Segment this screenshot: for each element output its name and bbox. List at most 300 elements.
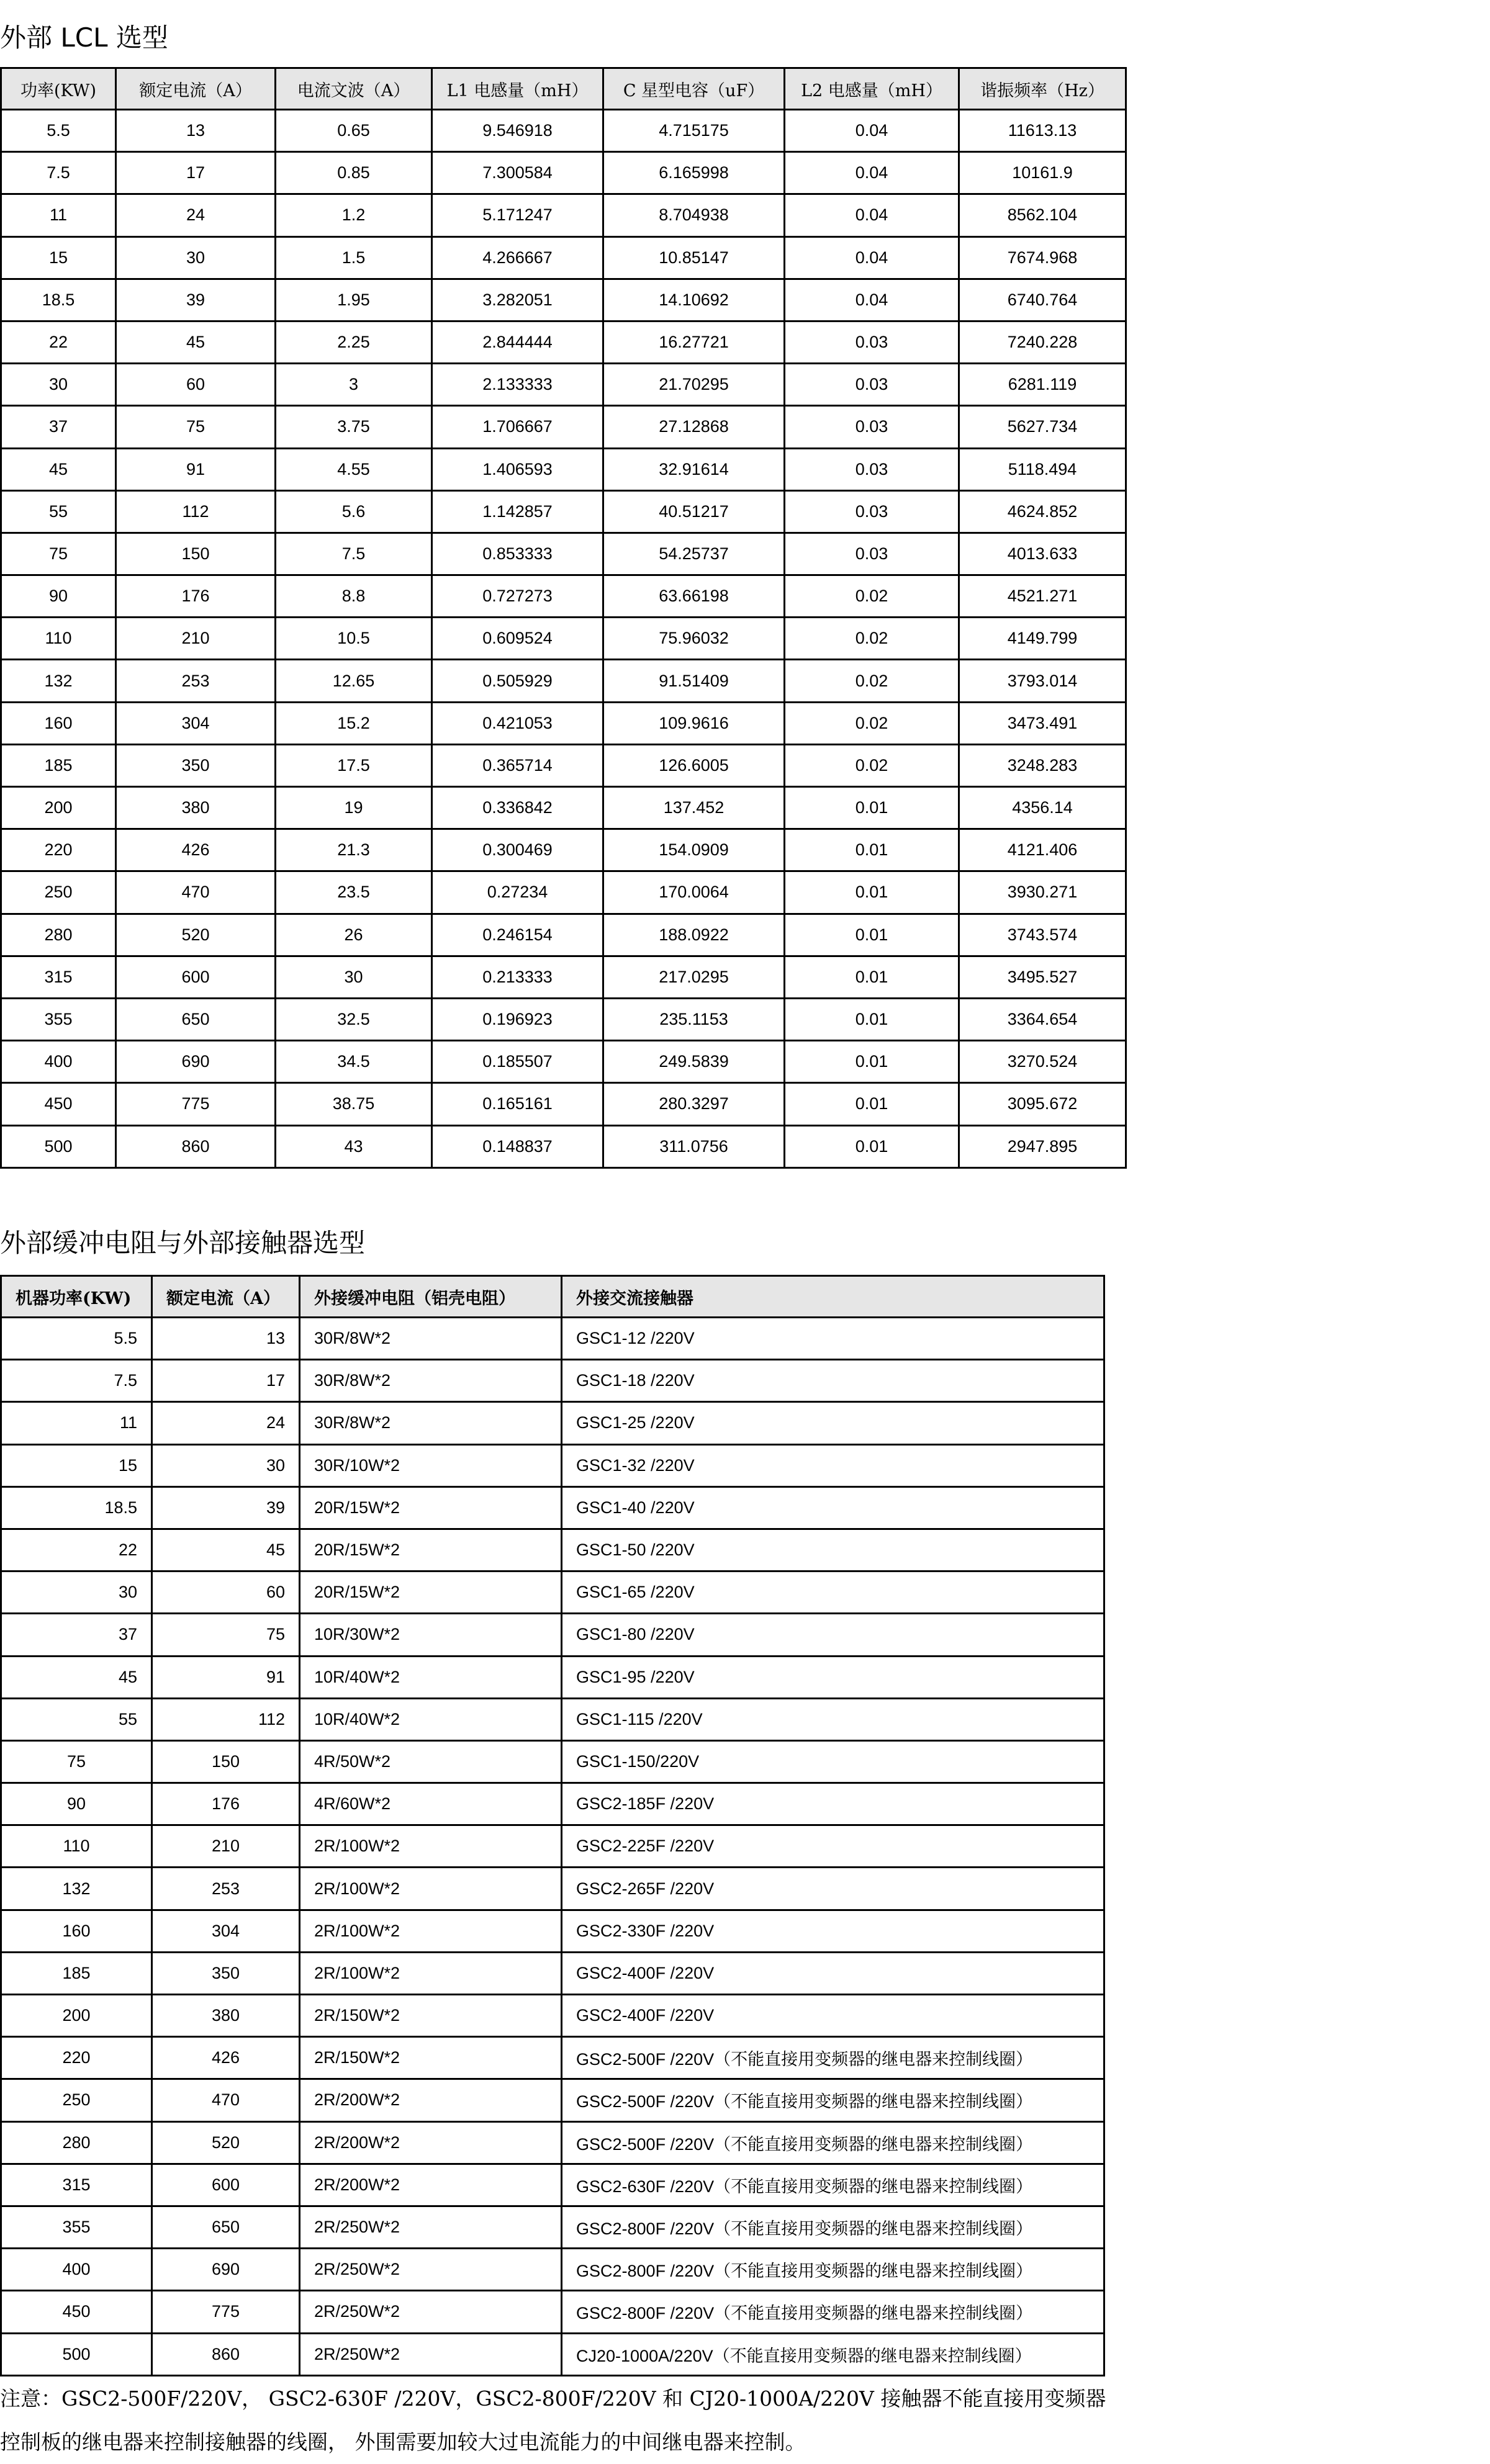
power-cell: 7.5	[1, 1360, 152, 1402]
table-cell: 0.421053	[432, 702, 603, 744]
contactor-cell	[562, 2079, 1104, 2121]
contactor-cell	[562, 2121, 1104, 2164]
contactor-model: GSC1-18 /220V	[576, 1371, 695, 1390]
contactor-section-title: 外部缓冲电阻与外部接触器选型	[0, 1228, 366, 1258]
current-cell: 470	[152, 2079, 300, 2121]
table-cell: 6.165998	[603, 152, 785, 194]
current-cell: 253	[152, 1868, 300, 1910]
power-cell: 185	[1, 1952, 152, 1994]
table-row	[1, 787, 1126, 829]
column-header: 外接缓冲电阻（铝壳电阻）	[300, 1276, 562, 1318]
table-row	[1, 1698, 1104, 1740]
table-row	[1, 1041, 1126, 1083]
current-cell: 600	[152, 2164, 300, 2206]
table-cell: 5118.494	[959, 448, 1126, 490]
table-cell: 32.5	[276, 998, 432, 1040]
table-cell: 280.3297	[603, 1083, 785, 1125]
table-cell: 1.95	[276, 279, 432, 321]
power-cell: 160	[1, 1910, 152, 1952]
current-cell: 91	[152, 1656, 300, 1698]
table-cell: 4121.406	[959, 829, 1126, 871]
table-cell: 253	[116, 660, 276, 702]
table-cell: 132	[1, 660, 116, 702]
table-row	[1, 1825, 1104, 1868]
table-cell: 91.51409	[603, 660, 785, 702]
table-cell: 210	[116, 618, 276, 660]
contactor-model: GSC2-800F /220V	[576, 2262, 715, 2281]
resistor-cell: 2R/250W*2	[300, 2206, 562, 2248]
table-cell: 8562.104	[959, 194, 1126, 236]
table-cell: 0.03	[785, 406, 959, 448]
table-cell: 55	[1, 490, 116, 533]
contactor-warning: （不能直接用变频器的继电器来控制线圈）	[714, 2050, 1033, 2070]
contactor-model: GSC1-65 /220V	[576, 1583, 695, 1602]
table-cell: 0.01	[785, 787, 959, 829]
power-cell: 55	[1, 1698, 152, 1740]
table-row	[1, 2079, 1104, 2121]
table-row	[1, 1868, 1104, 1910]
current-cell: 860	[152, 2333, 300, 2375]
table-row	[1, 152, 1126, 194]
table-cell: 500	[1, 1125, 116, 1167]
contactor-warning: （不能直接用变频器的继电器来控制线圈）	[714, 2177, 1033, 2196]
table-cell: 3930.271	[959, 871, 1126, 914]
table-row	[1, 1952, 1104, 1994]
table-cell: 14.10692	[603, 279, 785, 321]
table-cell: 0.01	[785, 829, 959, 871]
resistor-cell: 30R/8W*2	[300, 1402, 562, 1444]
resistor-cell: 20R/15W*2	[300, 1486, 562, 1529]
resistor-cell: 2R/200W*2	[300, 2121, 562, 2164]
table-cell: 15.2	[276, 702, 432, 744]
table-row	[1, 533, 1126, 575]
table-cell: 0.01	[785, 1125, 959, 1167]
table-cell: 160	[1, 702, 116, 744]
contactor-cell	[562, 2333, 1104, 2375]
table-row	[1, 1529, 1104, 1571]
contactor-model: GSC2-400F /220V	[576, 1963, 715, 1982]
lcl-section-title: 外部 LCL 选型	[0, 22, 168, 53]
table-row	[1, 871, 1126, 914]
table-cell: 4149.799	[959, 618, 1126, 660]
power-cell: 45	[1, 1656, 152, 1698]
resistor-cell: 2R/100W*2	[300, 1910, 562, 1952]
table-cell: 170.0064	[603, 871, 785, 914]
table-cell: 690	[116, 1041, 276, 1083]
current-cell: 39	[152, 1486, 300, 1529]
power-cell: 132	[1, 1868, 152, 1910]
table-cell: 8.704938	[603, 194, 785, 236]
table-cell: 0.02	[785, 744, 959, 786]
resistor-cell: 30R/8W*2	[300, 1360, 562, 1402]
power-cell: 220	[1, 2037, 152, 2079]
table-cell: 0.01	[785, 914, 959, 956]
table-row	[1, 1656, 1104, 1698]
table-cell: 3270.524	[959, 1041, 1126, 1083]
table-cell: 0.01	[785, 1041, 959, 1083]
current-cell: 650	[152, 2206, 300, 2248]
table-cell: 126.6005	[603, 744, 785, 786]
current-cell: 17	[152, 1360, 300, 1402]
table-cell: 5627.734	[959, 406, 1126, 448]
table-row	[1, 2164, 1104, 2206]
contactor-cell	[562, 1952, 1104, 1994]
table-cell: 10161.9	[959, 152, 1126, 194]
table-row	[1, 236, 1126, 279]
table-cell: 2947.895	[959, 1125, 1126, 1167]
contactor-warning: （不能直接用变频器的继电器来控制线圈）	[714, 2134, 1033, 2154]
table-cell: 0.04	[785, 110, 959, 152]
table-cell: 188.0922	[603, 914, 785, 956]
power-cell: 110	[1, 1825, 152, 1868]
contactor-warning: （不能直接用变频器的继电器来控制线圈）	[714, 2219, 1033, 2239]
table-cell: 400	[1, 1041, 116, 1083]
table-cell: 37	[1, 406, 116, 448]
power-cell: 400	[1, 2249, 152, 2291]
contactor-cell	[562, 1910, 1104, 1952]
contactor-cell	[562, 1614, 1104, 1656]
table-cell: 7240.228	[959, 321, 1126, 363]
table-cell: 21.3	[276, 829, 432, 871]
table-cell: 30	[276, 956, 432, 998]
table-cell: 40.51217	[603, 490, 785, 533]
table-cell: 2.844444	[432, 321, 603, 363]
column-header: 额定电流（A）	[116, 68, 276, 110]
power-cell: 355	[1, 2206, 152, 2248]
table-cell: 24	[116, 194, 276, 236]
power-cell: 450	[1, 2291, 152, 2333]
table-cell: 0.609524	[432, 618, 603, 660]
table-cell: 0.165161	[432, 1083, 603, 1125]
table-row	[1, 1995, 1104, 2037]
table-cell: 21.70295	[603, 364, 785, 406]
table-cell: 0.727273	[432, 575, 603, 618]
table-cell: 6281.119	[959, 364, 1126, 406]
contactor-model: GSC2-400F /220V	[576, 2006, 715, 2025]
table-cell: 22	[1, 321, 116, 363]
table-row	[1, 2037, 1104, 2079]
table-cell: 0.01	[785, 871, 959, 914]
table-cell: 0.246154	[432, 914, 603, 956]
contactor-model: GSC1-25 /220V	[576, 1413, 695, 1432]
table-cell: 0.03	[785, 321, 959, 363]
current-cell: 176	[152, 1783, 300, 1825]
resistor-cell: 30R/8W*2	[300, 1318, 562, 1360]
table-cell: 0.505929	[432, 660, 603, 702]
power-cell: 280	[1, 2121, 152, 2164]
table-row	[1, 1083, 1126, 1125]
table-cell: 600	[116, 956, 276, 998]
table-cell: 17	[116, 152, 276, 194]
table-cell: 7674.968	[959, 236, 1126, 279]
table-row	[1, 618, 1126, 660]
column-header: L1 电感量（mH）	[432, 68, 603, 110]
table-cell: 34.5	[276, 1041, 432, 1083]
table-cell: 0.02	[785, 618, 959, 660]
resistor-cell: 2R/200W*2	[300, 2079, 562, 2121]
column-header: 电流文波（A）	[276, 68, 432, 110]
table-cell: 0.04	[785, 152, 959, 194]
resistor-cell: 2R/250W*2	[300, 2291, 562, 2333]
table-cell: 775	[116, 1083, 276, 1125]
contactor-model: GSC2-800F /220V	[576, 2304, 715, 2323]
table-cell: 470	[116, 871, 276, 914]
table-cell: 11613.13	[959, 110, 1126, 152]
table-cell: 32.91614	[603, 448, 785, 490]
contactor-model: CJ20-1000A/220V	[576, 2346, 713, 2365]
table-cell: 75	[1, 533, 116, 575]
table-cell: 3793.014	[959, 660, 1126, 702]
current-cell: 60	[152, 1571, 300, 1614]
table-cell: 0.27234	[432, 871, 603, 914]
table-cell: 150	[116, 533, 276, 575]
table-row	[1, 1125, 1126, 1167]
column-header: 功率(KW)	[1, 68, 116, 110]
table-row	[1, 2249, 1104, 2291]
power-cell: 18.5	[1, 1486, 152, 1529]
table-row	[1, 744, 1126, 786]
table-cell: 426	[116, 829, 276, 871]
table-cell: 3743.574	[959, 914, 1126, 956]
table-cell: 60	[116, 364, 276, 406]
table-cell: 39	[116, 279, 276, 321]
table-row	[1, 2206, 1104, 2248]
contactor-model: GSC2-500F /220V	[576, 2134, 715, 2154]
table-cell: 11	[1, 194, 116, 236]
current-cell: 520	[152, 2121, 300, 2164]
resistor-contactor-table	[0, 1275, 1105, 2376]
table-cell: 19	[276, 787, 432, 829]
table-cell: 0.03	[785, 533, 959, 575]
table-cell: 860	[116, 1125, 276, 1167]
contactor-cell	[562, 2291, 1104, 2333]
table-cell: 10.5	[276, 618, 432, 660]
table-row	[1, 2333, 1104, 2375]
table-cell: 200	[1, 787, 116, 829]
contactor-cell	[562, 1571, 1104, 1614]
table-row	[1, 1910, 1104, 1952]
resistor-cell: 2R/250W*2	[300, 2333, 562, 2375]
table-cell: 17.5	[276, 744, 432, 786]
table-cell: 0.04	[785, 236, 959, 279]
table-cell: 0.03	[785, 490, 959, 533]
table-row	[1, 914, 1126, 956]
table-cell: 650	[116, 998, 276, 1040]
table-row	[1, 1740, 1104, 1783]
table-cell: 450	[1, 1083, 116, 1125]
table-cell: 0.185507	[432, 1041, 603, 1083]
current-cell: 112	[152, 1698, 300, 1740]
table-row	[1, 2291, 1104, 2333]
table-cell: 12.65	[276, 660, 432, 702]
column-header: L2 电感量（mH）	[785, 68, 959, 110]
contactor-cell	[562, 1360, 1104, 1402]
table-cell: 0.65	[276, 110, 432, 152]
table-cell: 520	[116, 914, 276, 956]
table-row	[1, 1444, 1104, 1486]
table-cell: 154.0909	[603, 829, 785, 871]
current-cell: 426	[152, 2037, 300, 2079]
table-row	[1, 279, 1126, 321]
table-cell: 176	[116, 575, 276, 618]
contactor-model: GSC1-115 /220V	[576, 1709, 703, 1729]
power-cell: 500	[1, 2333, 152, 2375]
contactor-model: GSC2-330F /220V	[576, 1921, 715, 1940]
table-row	[1, 1402, 1104, 1444]
power-cell: 90	[1, 1783, 152, 1825]
table-cell: 1.2	[276, 194, 432, 236]
table-cell: 45	[116, 321, 276, 363]
contactor-warning: （不能直接用变频器的继电器来控制线圈）	[714, 2262, 1033, 2282]
table-cell: 1.706667	[432, 406, 603, 448]
resistor-cell: 2R/200W*2	[300, 2164, 562, 2206]
table-cell: 6740.764	[959, 279, 1126, 321]
table-cell: 185	[1, 744, 116, 786]
table-cell: 220	[1, 829, 116, 871]
column-header: 额定电流（A）	[152, 1276, 300, 1318]
table-row	[1, 490, 1126, 533]
table-cell: 0.03	[785, 364, 959, 406]
table-cell: 90	[1, 575, 116, 618]
contactor-warning: （不能直接用变频器的继电器来控制线圈）	[714, 2304, 1033, 2324]
table-cell: 0.336842	[432, 787, 603, 829]
table-row	[1, 2121, 1104, 2164]
power-cell: 22	[1, 1529, 152, 1571]
table-cell: 355	[1, 998, 116, 1040]
table-cell: 7.5	[1, 152, 116, 194]
table-cell: 8.8	[276, 575, 432, 618]
table-row	[1, 702, 1126, 744]
table-cell: 15	[1, 236, 116, 279]
column-header: 谐振频率（Hz）	[959, 68, 1126, 110]
current-cell: 210	[152, 1825, 300, 1868]
contactor-cell	[562, 1825, 1104, 1868]
contactor-cell	[562, 1868, 1104, 1910]
resistor-cell: 2R/250W*2	[300, 2249, 562, 2291]
contactor-cell	[562, 1402, 1104, 1444]
table-cell: 3.75	[276, 406, 432, 448]
table-cell: 0.01	[785, 1083, 959, 1125]
table-cell: 249.5839	[603, 1041, 785, 1083]
resistor-cell: 20R/15W*2	[300, 1529, 562, 1571]
contactor-cell	[562, 2249, 1104, 2291]
footer-note: 注意：GSC2-500F/220V， GSC2-630F /220V，GSC2-800F/220V 和 CJ20-1000A/220V 接触器不能直接用变频器控制板的继电器来控制接触器的线圈， 外围需要加较大过电流能力的中间继电器来控制。	[0, 2386, 1106, 2454]
table-cell: 0.02	[785, 660, 959, 702]
contactor-model: GSC1-32 /220V	[576, 1455, 695, 1475]
table-row	[1, 448, 1126, 490]
table-cell: 23.5	[276, 871, 432, 914]
resistor-cell: 2R/100W*2	[300, 1825, 562, 1868]
table-cell: 5.5	[1, 110, 116, 152]
table-cell: 304	[116, 702, 276, 744]
contactor-model: GSC1-95 /220V	[576, 1667, 695, 1686]
table-cell: 5.171247	[432, 194, 603, 236]
contactor-cell	[562, 1656, 1104, 1698]
table-cell: 43	[276, 1125, 432, 1167]
current-cell: 350	[152, 1952, 300, 1994]
power-cell: 37	[1, 1614, 152, 1656]
table-row	[1, 110, 1126, 152]
table-cell: 0.148837	[432, 1125, 603, 1167]
power-cell: 30	[1, 1571, 152, 1614]
table-cell: 0.04	[785, 194, 959, 236]
contactor-cell	[562, 1486, 1104, 1529]
contactor-warning: （不能直接用变频器的继电器来控制线圈）	[714, 2092, 1033, 2112]
contactor-cell	[562, 2206, 1104, 2248]
contactor-warning: （不能直接用变频器的继电器来控制线圈）	[713, 2346, 1032, 2366]
table-cell: 4.266667	[432, 236, 603, 279]
table-row	[1, 1614, 1104, 1656]
power-cell: 250	[1, 2079, 152, 2121]
table-cell: 3.282051	[432, 279, 603, 321]
column-header: C 星型电容（uF）	[603, 68, 785, 110]
table-cell: 1.5	[276, 236, 432, 279]
table-cell: 3364.654	[959, 998, 1126, 1040]
table-cell: 10.85147	[603, 236, 785, 279]
table-cell: 75.96032	[603, 618, 785, 660]
resistor-cell: 2R/100W*2	[300, 1868, 562, 1910]
table-cell: 137.452	[603, 787, 785, 829]
contactor-cell	[562, 1444, 1104, 1486]
table-cell: 250	[1, 871, 116, 914]
table-cell: 217.0295	[603, 956, 785, 998]
table-row	[1, 575, 1126, 618]
power-cell: 75	[1, 1740, 152, 1783]
contactor-cell	[562, 1740, 1104, 1783]
current-cell: 45	[152, 1529, 300, 1571]
contactor-model: GSC2-265F /220V	[576, 1879, 715, 1898]
table-cell: 0.02	[785, 702, 959, 744]
contactor-model: GSC2-630F /220V	[576, 2177, 715, 2196]
contactor-cell	[562, 1698, 1104, 1740]
contactor-model: GSC2-225F /220V	[576, 1837, 715, 1856]
power-cell: 15	[1, 1444, 152, 1486]
table-row	[1, 364, 1126, 406]
resistor-cell: 2R/150W*2	[300, 2037, 562, 2079]
contactor-cell	[562, 2164, 1104, 2206]
table-cell: 0.03	[785, 448, 959, 490]
table-cell: 0.196923	[432, 998, 603, 1040]
table-cell: 0.853333	[432, 533, 603, 575]
table-cell: 30	[1, 364, 116, 406]
current-cell: 150	[152, 1740, 300, 1783]
contactor-cell	[562, 2037, 1104, 2079]
table-cell: 5.6	[276, 490, 432, 533]
current-cell: 690	[152, 2249, 300, 2291]
column-header: 外接交流接触器	[562, 1276, 1104, 1318]
contactor-model: GSC1-150/220V	[576, 1751, 700, 1771]
resistor-cell: 4R/50W*2	[300, 1740, 562, 1783]
power-cell: 11	[1, 1402, 152, 1444]
table-cell: 280	[1, 914, 116, 956]
table-cell: 54.25737	[603, 533, 785, 575]
contactor-model: GSC2-800F /220V	[576, 2219, 715, 2239]
table-cell: 38.75	[276, 1083, 432, 1125]
table-cell: 110	[1, 618, 116, 660]
table-cell: 112	[116, 490, 276, 533]
contactor-model: GSC2-500F /220V	[576, 2092, 715, 2111]
table-cell: 0.04	[785, 279, 959, 321]
table-cell: 3473.491	[959, 702, 1126, 744]
table-cell: 4013.633	[959, 533, 1126, 575]
table-cell: 16.27721	[603, 321, 785, 363]
table-header-row	[1, 68, 1126, 110]
table-cell: 3495.527	[959, 956, 1126, 998]
table-cell: 27.12868	[603, 406, 785, 448]
contactor-model: GSC2-500F /220V	[576, 2050, 715, 2069]
table-cell: 0.02	[785, 575, 959, 618]
table-cell: 4.55	[276, 448, 432, 490]
